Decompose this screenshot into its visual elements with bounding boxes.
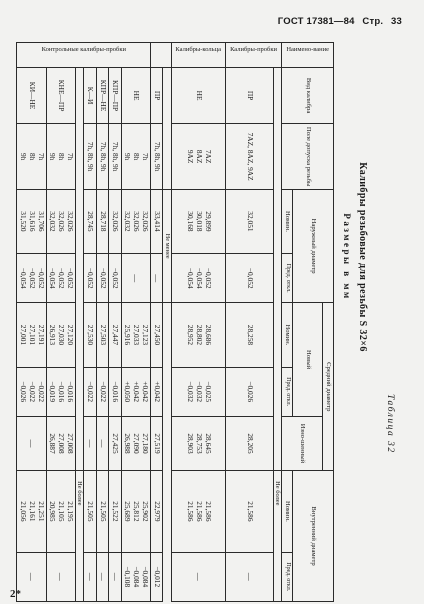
table-row [96,43,108,602]
cell-type: КПР—НЕ [96,67,108,124]
cell-outer-dev: −0,052 [226,254,273,303]
cell-inner-nom: 21,505 [96,471,108,552]
rotated-table-block [19,42,404,602]
col-group: Наимено-вание [282,43,334,68]
cell-type: ПР [150,67,162,124]
cell-mid-nom: 27,503 [96,303,108,367]
group-ring-2 [150,43,171,68]
page-number: 33 [391,16,402,27]
group-ring: Калибры-кольца [171,43,226,68]
col-mid-worn: Изно-шенный [282,416,323,470]
cell-mid-nom: 27,120 27,030 26,913 [46,303,75,367]
cell-outer-nom: 32,026 32,026 32,032 [46,189,75,253]
cell-fields: 7AZ, 8AZ, 9AZ [226,124,273,189]
cell-mid-worn: 27,180 27,090 26,988 [121,416,150,470]
table-subtitle: Размеры в мм [342,213,352,301]
cell-outer-dev: −0,052 [84,254,96,303]
col-mid-dev: Пред. откл. [282,367,293,416]
cell-mid-worn: — [17,416,46,470]
cell-inner-nom: 21,586 21,586 21,586 [171,471,226,552]
col-tolerance: Поле допуска резьбы [282,124,334,189]
table-title: Калибры резьбовые для резьбы S 32×6 [357,162,368,352]
cell-mid-dev: −0,022 [84,367,96,416]
cell-fields: 7h, 8h, 9h [109,124,121,189]
col-inner-dev: Пред. откл. [282,552,293,601]
cell-mid-worn: 28,205 [226,416,273,470]
cell-type: НЕ [171,67,226,124]
cell-outer-nom: 33,414 [150,189,162,253]
table-row [17,43,46,602]
col-outer: Наружный диаметр [293,189,334,303]
cell-fields: 7h, 8h, 9h [150,124,162,189]
cell-type: К—И [84,67,96,124]
cell-mid-nom: 27,447 [109,303,121,367]
cell-outer-nom: 29,899 30,018 30,168 [171,189,226,253]
cell-fields: 7h 8h 9h [121,124,150,189]
col-inner: Внутренний диаметр [293,471,334,602]
cell-mid-dev: +0,042 [150,367,162,416]
cell-outer-nom: 32,026 32,026 32,032 [121,189,150,253]
cell-type: НЕ [121,67,150,124]
table-row [171,43,226,602]
cell-mid-worn: 27,425 [109,416,121,470]
table-row [121,43,150,602]
cell-outer-nom: 32,051 [226,189,273,253]
cell-inner-dev: — [226,552,273,601]
cell-mid-dev: −0,016 [109,367,121,416]
cell-mid-nom: 28,686 28,802 28,952 [171,303,226,367]
table-row [109,43,121,602]
cell-mid-dev: −0,025 −0,032 −0,032 [171,367,226,416]
cell-mid-nom: 27,123 27,033 25,916 [121,303,150,367]
cell-mid-dev: −0,016 −0,016 −0,019 [46,367,75,416]
cell-inner-dev: −0,084 −0,084 −0,108 [121,552,150,601]
cell-fields: 7AZ 8AZ 9AZ [171,124,226,189]
cell-inner-nom: 21,251 21,161 21,056 [17,471,46,552]
cell-fields: 7h, 8h, 9h [84,124,96,189]
gauge-table [16,42,334,602]
cell-outer-dev: −0,052 [96,254,108,303]
cell-inner-nom: 21,522 [109,471,121,552]
table-row [226,43,273,602]
cell-mid-nom: 27,450 [150,303,162,367]
table-row [150,43,162,602]
cell-inner-nom: 21,505 [84,471,96,552]
cell-outer-dev: — [121,254,150,303]
footer-mark: 2* [10,588,21,600]
cell-inner-dev: — [46,552,75,601]
cell-inner-dev: — [109,552,121,601]
cell-mid-nom: 27,530 [84,303,96,367]
ne-bolee-2: Не более [75,471,84,602]
cell-outer-nom: 32,026 [109,189,121,253]
cell-mid-dev: −0,022 [96,367,108,416]
cell-mid-worn: 28,645 28,753 28,903 [171,416,226,470]
table-label: Таблица 32 [385,394,395,454]
cell-inner-dev: — [17,552,46,601]
group-plug: Калибры-пробки [226,43,282,68]
cell-mid-nom: 28,258 [226,303,273,367]
page-label: Стр. [362,16,384,27]
cell-mid-dev: −0,026 [226,367,273,416]
cell-fields: 7h 8h 9h [46,124,75,189]
cell-type: ПР [226,67,273,124]
ne-bolee-1: Не более [273,471,282,602]
col-inner-nom: Номин. [282,471,293,552]
cell-inner-nom: 21,195 21,105 20,985 [46,471,75,552]
cell-type: КНЕ—ПР [46,67,75,124]
standard-number: ГОСТ 17381—84 [277,16,355,27]
cell-outer-nom: 31,706 31,616 31,520 [17,189,46,253]
cell-inner-dev: — [84,552,96,601]
cell-outer-dev: −0,052 −0,052 −0,054 [17,254,46,303]
page-header [273,16,402,27]
cell-outer-nom: 28,745 [84,189,96,253]
cell-mid-worn: 27,519 [150,416,162,470]
cell-mid-nom: 27,191 27,101 27,001 [17,303,46,367]
cell-mid-worn: 27,008 27,008 26,887 [46,416,75,470]
cell-mid-dev: −0,022 −0,022 −0,026 [17,367,46,416]
ne-menee-1: Не менее [163,189,172,303]
cell-outer-dev: −0,052 −0,054 −0,054 [171,254,226,303]
group-control: Контрольные калибры-пробки [17,43,150,68]
col-mid: Средний диаметр [323,303,334,471]
col-mid-new: Новый [293,303,323,417]
cell-inner-dev: — [171,552,226,601]
table-row [84,43,96,602]
cell-outer-dev: −0,052 −0,052 −0,054 [46,254,75,303]
cell-outer-nom: 28,718 [96,189,108,253]
cell-type: КПР—ПР [109,67,121,124]
cell-inner-dev: −0,012 [150,552,162,601]
cell-mid-worn: — [96,416,108,470]
cell-fields: 7h 8h 9h [17,124,46,189]
cell-mid-worn: — [84,416,96,470]
col-outer-dev: Пред. откл. [282,254,293,303]
col-mid-nom: Номин. [282,303,293,367]
cell-type: КИ—НЕ [17,67,46,124]
col-outer-nom: Номин. [282,189,293,253]
cell-inner-nom: 22,979 [150,471,162,552]
table-row [46,43,75,602]
cell-mid-dev: +0,042 +0,042 +0,050 [121,367,150,416]
cell-outer-dev: −0,052 [109,254,121,303]
cell-outer-dev: — [150,254,162,303]
cell-fields: 7h, 8h, 9h [96,124,108,189]
cell-inner-nom: 21,586 [226,471,273,552]
cell-inner-dev: — [96,552,108,601]
col-gauge-type: Вид калибра [282,67,334,124]
cell-inner-nom: 25,902 25,812 25,689 [121,471,150,552]
